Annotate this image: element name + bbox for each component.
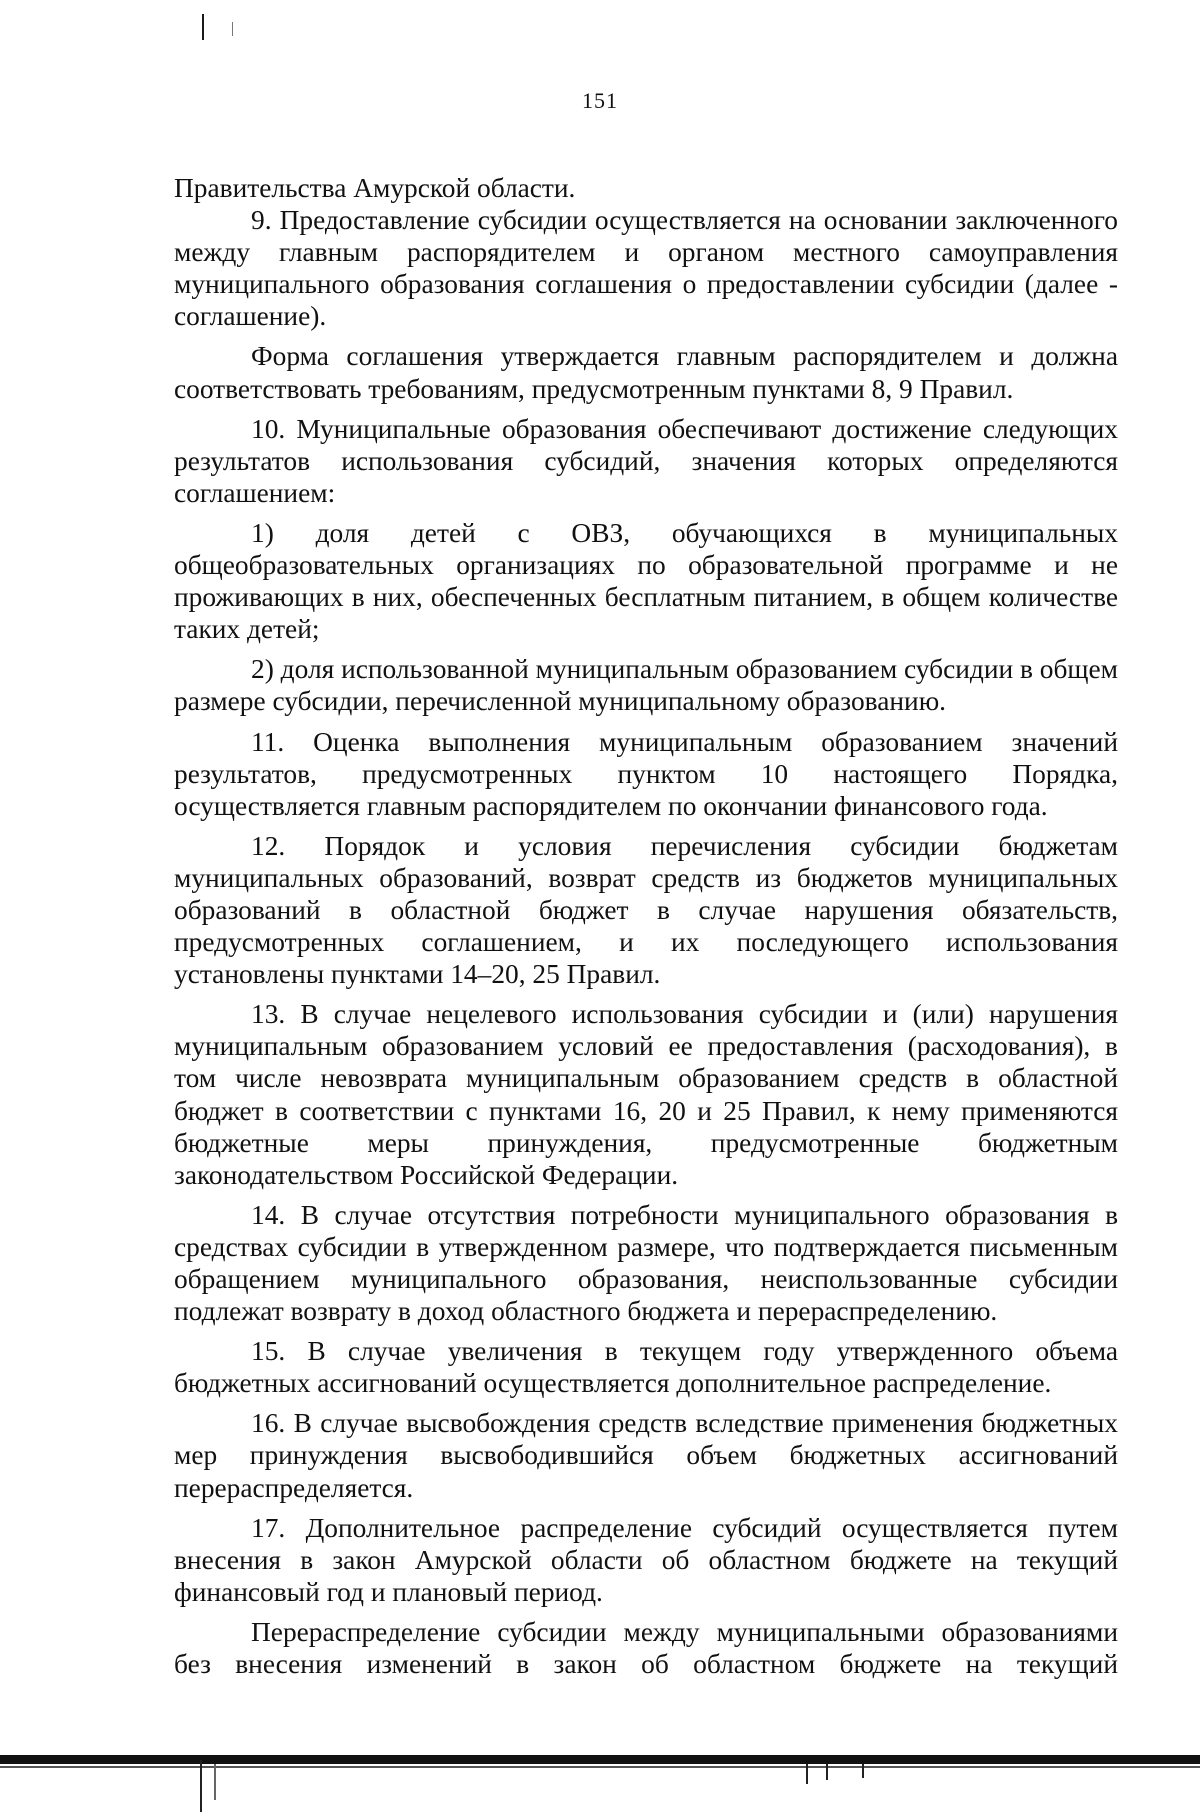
scan-tick-mid-2 <box>826 1764 828 1780</box>
scan-tick-left-2 <box>214 1764 216 1800</box>
scan-mark-top-left-2 <box>232 22 233 36</box>
paragraph-continuation: Правительства Амурской области. <box>174 173 576 203</box>
paragraph-item-12: 12. Порядок и условия перечисления субсидии бюджетам муниципальных образований, возврат средств из бюджетов муниципальных образований в областной бюджет в случае нарушения обязательств, предусмотренных соглашением, и их последующего использования установлены пунктами 14–20, 25 Правил. <box>174 830 1118 990</box>
paragraph-agreement-form: Форма соглашения утверждается главным распорядителем и должна соответствовать требованиям, предусмотренным пунктами 8, 9 Правил. <box>174 341 1118 404</box>
paragraph-redistribution: Перераспределение субсидии между муниципальными образованиями без внесения изменений в закон об областном бюджете на текущий <box>174 1616 1118 1680</box>
paragraph-result-2: 2) доля использованной муниципальным образованием субсидии в общем размере субсидии, перечисленной муниципальному образованию. <box>174 654 1118 717</box>
paragraph-item-15: 15. В случае увеличения в текущем году утвержденного объема бюджетных ассигнований осуществляется дополнительное распределение. <box>174 1336 1118 1399</box>
paragraph-item-9: 9. Предоставление субсидии осуществляется на основании заключенного между главным распорядителем и органом местного самоуправления муниципального образования соглашения о предоставлении субсидии (далее - соглашение). <box>174 205 1118 332</box>
page-number: 151 <box>582 88 618 113</box>
scan-tick-right <box>862 1764 864 1778</box>
paragraph-item-10: 10. Муниципальные образования обеспечивают достижение следующих результатов использования субсидий, значения которых определяются соглашением: <box>174 413 1118 508</box>
paragraph-item-17: 17. Дополнительное распределение субсидий осуществляется путем внесения в закон Амурской области об областном бюджете на текущий финансовый год и плановый период. <box>174 1512 1118 1607</box>
scan-tick-left <box>200 1760 202 1812</box>
scan-mark-top-left <box>202 14 204 40</box>
scan-tick-mid <box>806 1764 808 1784</box>
paragraph-item-11: 11. Оценка выполнения муниципальным образованием значений результатов, предусмотренных пунктом 10 настоящего Порядка, осуществляется главным распорядителем по окончании финансового года. <box>174 726 1118 821</box>
paragraph-item-13: 13. В случае нецелевого использования субсидии и (или) нарушения муниципальным образованием условий ее предоставления (расходования), в том числе невозврата муниципальным образованием средств в областной бюджет в соответствии с пунктами 16, 20 и 25 Правил, к нему применяются бюджетные меры принуждения, предусмотренные бюджетным законодательством Российской Федерации. <box>174 999 1118 1190</box>
scan-bottom-line <box>0 1766 1200 1768</box>
paragraph-item-14: 14. В случае отсутствия потребности муниципального образования в средствах субсидии в утвержденном размере, что подтверждается письменным обращением муниципального образования, неиспользованные субсидии подлежат возврату в доход областного бюджета и перераспределению. <box>174 1199 1118 1327</box>
paragraph-item-16: 16. В случае высвобождения средств вследствие применения бюджетных мер принуждения высвободившийся объем бюджетных ассигнований перераспределяется. <box>174 1408 1118 1503</box>
paragraph-result-1: 1) доля детей с ОВЗ, обучающихся в муниципальных общеобразовательных организациях по образовательной программе и не проживающих в них, обеспеченных бесплатным питанием, в общем количестве таких детей; <box>174 517 1118 645</box>
document-body <box>174 172 1118 1680</box>
scan-bottom-bar <box>0 1755 1200 1764</box>
